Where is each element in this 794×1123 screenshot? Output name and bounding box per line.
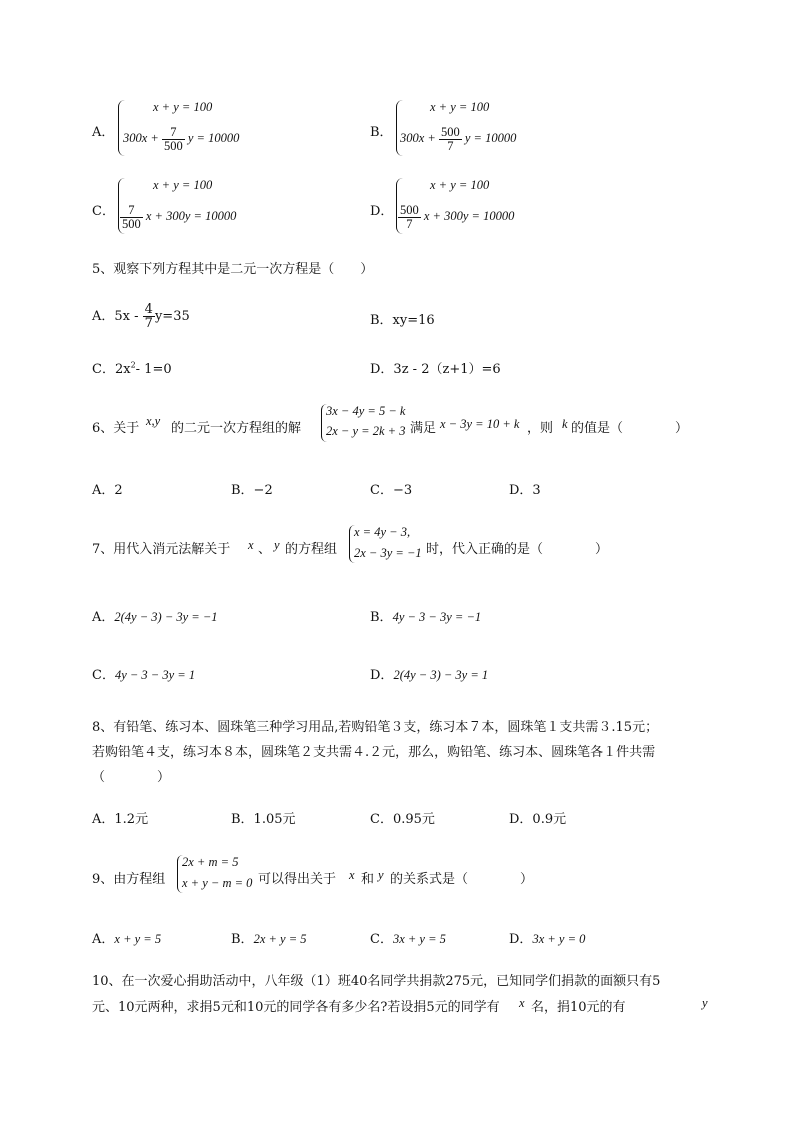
option-label: B． <box>370 125 393 140</box>
question-8-line-2: 若购铅笔４支，练习本８本，圆珠笔２支共需４.２元，那么，购铅笔、练习本、圆珠笔各１件共需 <box>92 745 656 760</box>
q8-option-c: C．0.95元 <box>370 812 435 827</box>
option-label: C． <box>92 204 115 219</box>
question-8-line-1: 8、有铅笔、练习本、圆珠笔三种学习用品,若购铅笔３支，练习本７本，圆珠笔１支共需３.15元； <box>92 720 659 735</box>
equation: 300x + $\frac{7}{500}$ y = 10000 <box>123 124 240 153</box>
equation: 300x + $\frac{500}{7}$ y = 10000 <box>400 124 517 153</box>
q5-option-b: B．xy=16 <box>370 313 435 328</box>
q6-option-c: C．−3 <box>370 483 413 498</box>
q6-option-d: D．3 <box>509 483 541 498</box>
equation: $\frac{7}{500}$ x + 300y = 10000 <box>122 202 237 231</box>
q7-option-c: C．4y − 3 − 3y = 1 <box>92 668 196 683</box>
q9-option-c: C．3x + y = 5 <box>370 932 446 947</box>
equation: x + y = 100 <box>153 178 213 192</box>
option-label: A． <box>92 125 115 140</box>
q6-option-a: A．2 <box>92 483 123 498</box>
equation: x − 3y = 10 + k <box>440 417 520 431</box>
option-label: D． <box>370 204 394 219</box>
q7-option-a: A．2(4y − 3) − 3y = −1 <box>92 610 218 625</box>
equation: x + y − m = 0 <box>182 876 253 890</box>
question-10-line-1: 10、在一次爱心捐助活动中，八年级（1）班40名同学共捐款275元，已知同学们捐款的面额只有5 <box>92 974 661 989</box>
equation: 2x + m = 5 <box>182 855 239 869</box>
equation: x + y = 100 <box>153 100 213 114</box>
q8-option-b: B．1.05元 <box>231 812 296 827</box>
q5-option-d: D．3z - 2（z+1）=6 <box>370 362 501 377</box>
equation: 3x − 4y = 5 − k <box>326 404 406 418</box>
equation: $\frac{500}{7}$ x + 300y = 10000 <box>400 202 515 231</box>
q7-option-b: B．4y − 3 − 3y = −1 <box>370 610 482 625</box>
question-5-stem: 5、观察下列方程其中是二元一次方程是（ ） <box>92 262 374 277</box>
equation: 2x − y = 2k + 3 <box>326 424 406 438</box>
q5-option-c: C．$2x^2-$ 1=0 <box>92 360 172 377</box>
q8-option-a: A．1.2元 <box>92 812 149 827</box>
equation: x + y = 100 <box>430 100 490 114</box>
equation: x = 4y − 3, <box>354 525 411 539</box>
equation: x + y = 100 <box>430 178 490 192</box>
q6-option-b: B．−2 <box>231 483 273 498</box>
question-8-line-3: （ ） <box>92 770 171 785</box>
q7-option-d: D．2(4y − 3) − 3y = 1 <box>370 668 489 683</box>
equation: 2x − 3y = −1 <box>354 546 422 560</box>
q8-option-d: D．0.9元 <box>509 812 567 827</box>
q9-option-a: A．x + y = 5 <box>92 932 162 947</box>
q9-option-d: D．3x + y = 0 <box>509 932 586 947</box>
q9-option-b: B．2x + y = 5 <box>231 932 307 947</box>
q5-option-a: A．5x - $\frac{4}{7}$ y=35 <box>92 302 190 331</box>
